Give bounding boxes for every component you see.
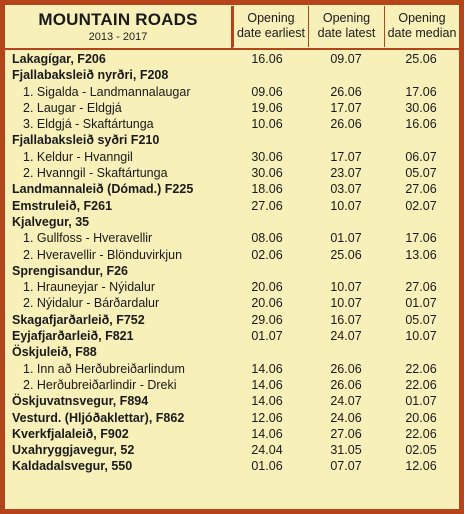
median-date: 02.07 — [405, 198, 437, 213]
road-name: 1. Inn að Herðubreiðarlindum — [23, 361, 185, 376]
earliest-date: 09.06 — [251, 84, 283, 99]
earliest-date: 30.06 — [251, 149, 283, 164]
column-header-latest-line1: Opening — [322, 11, 371, 25]
latest-date: 10.07 — [330, 296, 362, 311]
earliest-date: 24.04 — [251, 443, 283, 458]
earliest-date: 16.06 — [251, 52, 283, 66]
earliest-date: 10.06 — [251, 117, 283, 132]
table-row — [5, 458, 459, 474]
earliest-date: 08.06 — [251, 231, 283, 246]
table-row — [5, 377, 459, 393]
earliest-date: 12.06 — [251, 410, 283, 425]
road-name: Lakagígar, F206 — [12, 52, 106, 66]
earliest-date: 30.06 — [251, 166, 283, 181]
median-date: 17.06 — [405, 84, 437, 99]
median-date: 10.07 — [405, 329, 437, 344]
latest-date: 16.07 — [330, 312, 362, 327]
road-name: 1. Hrauneyjar - Nýidalur — [23, 280, 155, 295]
table-row — [5, 116, 459, 132]
table-row — [5, 230, 459, 246]
column-header-median — [384, 6, 459, 47]
road-name: Fjallabaksleið nyrðri, F208 — [12, 68, 169, 83]
road-name: 2. Hveravellir - Blönduvirkjun — [23, 247, 183, 262]
table-row — [5, 132, 459, 148]
earliest-date: 18.06 — [251, 182, 283, 197]
road-name: Sprengisandur, F26 — [12, 263, 129, 278]
title-cell — [6, 6, 230, 47]
median-date: 05.07 — [405, 312, 437, 327]
median-date: 16.06 — [405, 117, 437, 132]
latest-date: 17.07 — [330, 100, 362, 115]
table-row — [5, 263, 459, 279]
road-name: Öskjuleið, F88 — [12, 345, 97, 360]
road-name: Eyjafjarðarleið, F821 — [12, 329, 134, 344]
earliest-date: 14.06 — [251, 361, 283, 376]
table-row — [5, 344, 459, 360]
table-row — [5, 410, 459, 426]
table-row — [5, 295, 459, 311]
table-body — [5, 51, 459, 475]
median-date: 12.06 — [405, 459, 437, 474]
table-row — [5, 100, 459, 116]
median-date: 06.07 — [405, 149, 437, 164]
latest-date: 03.07 — [330, 182, 362, 197]
road-name: 1. Keldur - Hvanngil — [23, 149, 133, 164]
latest-date: 31.05 — [330, 443, 362, 458]
road-name: Vesturd. (Hljóðaklettar), F862 — [12, 410, 185, 425]
road-name: Landmannaleið (Dómad.) F225 — [12, 182, 194, 197]
median-date: 13.06 — [405, 247, 437, 262]
road-name: 2. Laugar - Eldgjá — [23, 100, 122, 115]
median-date: 25.06 — [405, 52, 437, 66]
road-name: Kverkfjalaleið, F902 — [12, 426, 129, 441]
median-date: 05.07 — [405, 166, 437, 181]
latest-date: 24.06 — [330, 410, 362, 425]
table-row — [5, 198, 459, 214]
median-date: 27.06 — [405, 280, 437, 295]
earliest-date: 14.06 — [251, 377, 283, 392]
table-row — [5, 51, 459, 67]
table-row — [5, 361, 459, 377]
median-date: 22.06 — [405, 361, 437, 376]
column-header-earliest-line1: Opening — [247, 11, 295, 25]
median-date: 20.06 — [405, 410, 437, 425]
table-header — [5, 5, 459, 49]
road-name: 1. Gullfoss - Hveravellir — [23, 231, 153, 246]
road-name: Skagafjarðarleið, F752 — [12, 312, 145, 327]
latest-date: 27.06 — [330, 426, 362, 441]
median-date: 02.05 — [405, 443, 437, 458]
median-date: 01.07 — [405, 394, 437, 409]
latest-date: 26.06 — [330, 117, 362, 132]
table-row — [5, 149, 459, 165]
table-row — [5, 247, 459, 263]
earliest-date: 19.06 — [251, 100, 283, 115]
table-frame — [5, 5, 459, 509]
road-name: 2. Nýidalur - Bárðardalur — [23, 296, 160, 311]
median-date: 22.06 — [405, 426, 437, 441]
earliest-date: 27.06 — [251, 198, 283, 213]
earliest-date: 20.06 — [251, 280, 283, 295]
road-name: Fjallabaksleið syðri F210 — [12, 133, 160, 148]
road-name: 3. Eldgjá - Skaftártunga — [23, 117, 154, 132]
latest-date: 24.07 — [330, 329, 362, 344]
median-date: 17.06 — [405, 231, 437, 246]
latest-date: 10.07 — [330, 198, 362, 213]
table-row — [5, 328, 459, 344]
latest-date: 10.07 — [330, 280, 362, 295]
median-date: 01.07 — [405, 296, 437, 311]
table-row — [5, 312, 459, 328]
latest-date: 23.07 — [330, 166, 362, 181]
table-row — [5, 84, 459, 100]
table-row — [5, 67, 459, 83]
page-title: MOUNTAIN ROADS — [38, 10, 198, 29]
median-date: 27.06 — [405, 182, 437, 197]
road-name: 2. Hvanngil - Skaftártunga — [23, 166, 168, 181]
table-row — [5, 181, 459, 197]
latest-date: 24.07 — [330, 394, 362, 409]
column-header-latest-line2: date latest — [317, 26, 376, 40]
road-name: Uxahryggjavegur, 52 — [12, 443, 135, 458]
earliest-date: 02.06 — [251, 247, 283, 262]
column-header-earliest-line2: date earliest — [236, 26, 306, 40]
table-row — [5, 165, 459, 181]
latest-date: 17.07 — [330, 149, 362, 164]
header-rule — [5, 48, 459, 50]
road-name: 1. Sigalda - Landmannalaugar — [23, 84, 191, 99]
table-row — [5, 214, 459, 230]
road-name: Emstruleið, F261 — [12, 198, 113, 213]
earliest-date: 29.06 — [251, 312, 283, 327]
latest-date: 07.07 — [330, 459, 362, 474]
median-date: 30.06 — [405, 100, 437, 115]
table-row — [5, 279, 459, 295]
table-row — [5, 442, 459, 458]
earliest-date: 20.06 — [251, 296, 283, 311]
table-row — [5, 426, 459, 442]
latest-date: 25.06 — [330, 247, 362, 262]
latest-date: 26.06 — [330, 361, 362, 376]
column-header-median-line2: date median — [387, 26, 457, 40]
year-range: 2013 - 2017 — [88, 31, 148, 43]
latest-date: 01.07 — [330, 231, 362, 246]
earliest-date: 01.06 — [251, 459, 283, 474]
road-name: Kjalvegur, 35 — [12, 214, 90, 229]
table-row — [5, 393, 459, 409]
earliest-date: 01.07 — [251, 329, 283, 344]
latest-date: 26.06 — [330, 84, 362, 99]
latest-date: 09.07 — [330, 52, 362, 66]
median-date: 22.06 — [405, 377, 437, 392]
column-header-latest — [308, 6, 384, 47]
road-name: 2. Herðubreiðarlindir - Dreki — [23, 377, 177, 392]
column-header-earliest — [233, 6, 308, 47]
road-name: Kaldadalsvegur, 550 — [12, 459, 133, 474]
column-header-median-line1: Opening — [398, 11, 446, 25]
earliest-date: 14.06 — [251, 394, 283, 409]
earliest-date: 14.06 — [251, 426, 283, 441]
road-name: Öskjuvatnsvegur, F894 — [12, 394, 149, 409]
latest-date: 26.06 — [330, 377, 362, 392]
